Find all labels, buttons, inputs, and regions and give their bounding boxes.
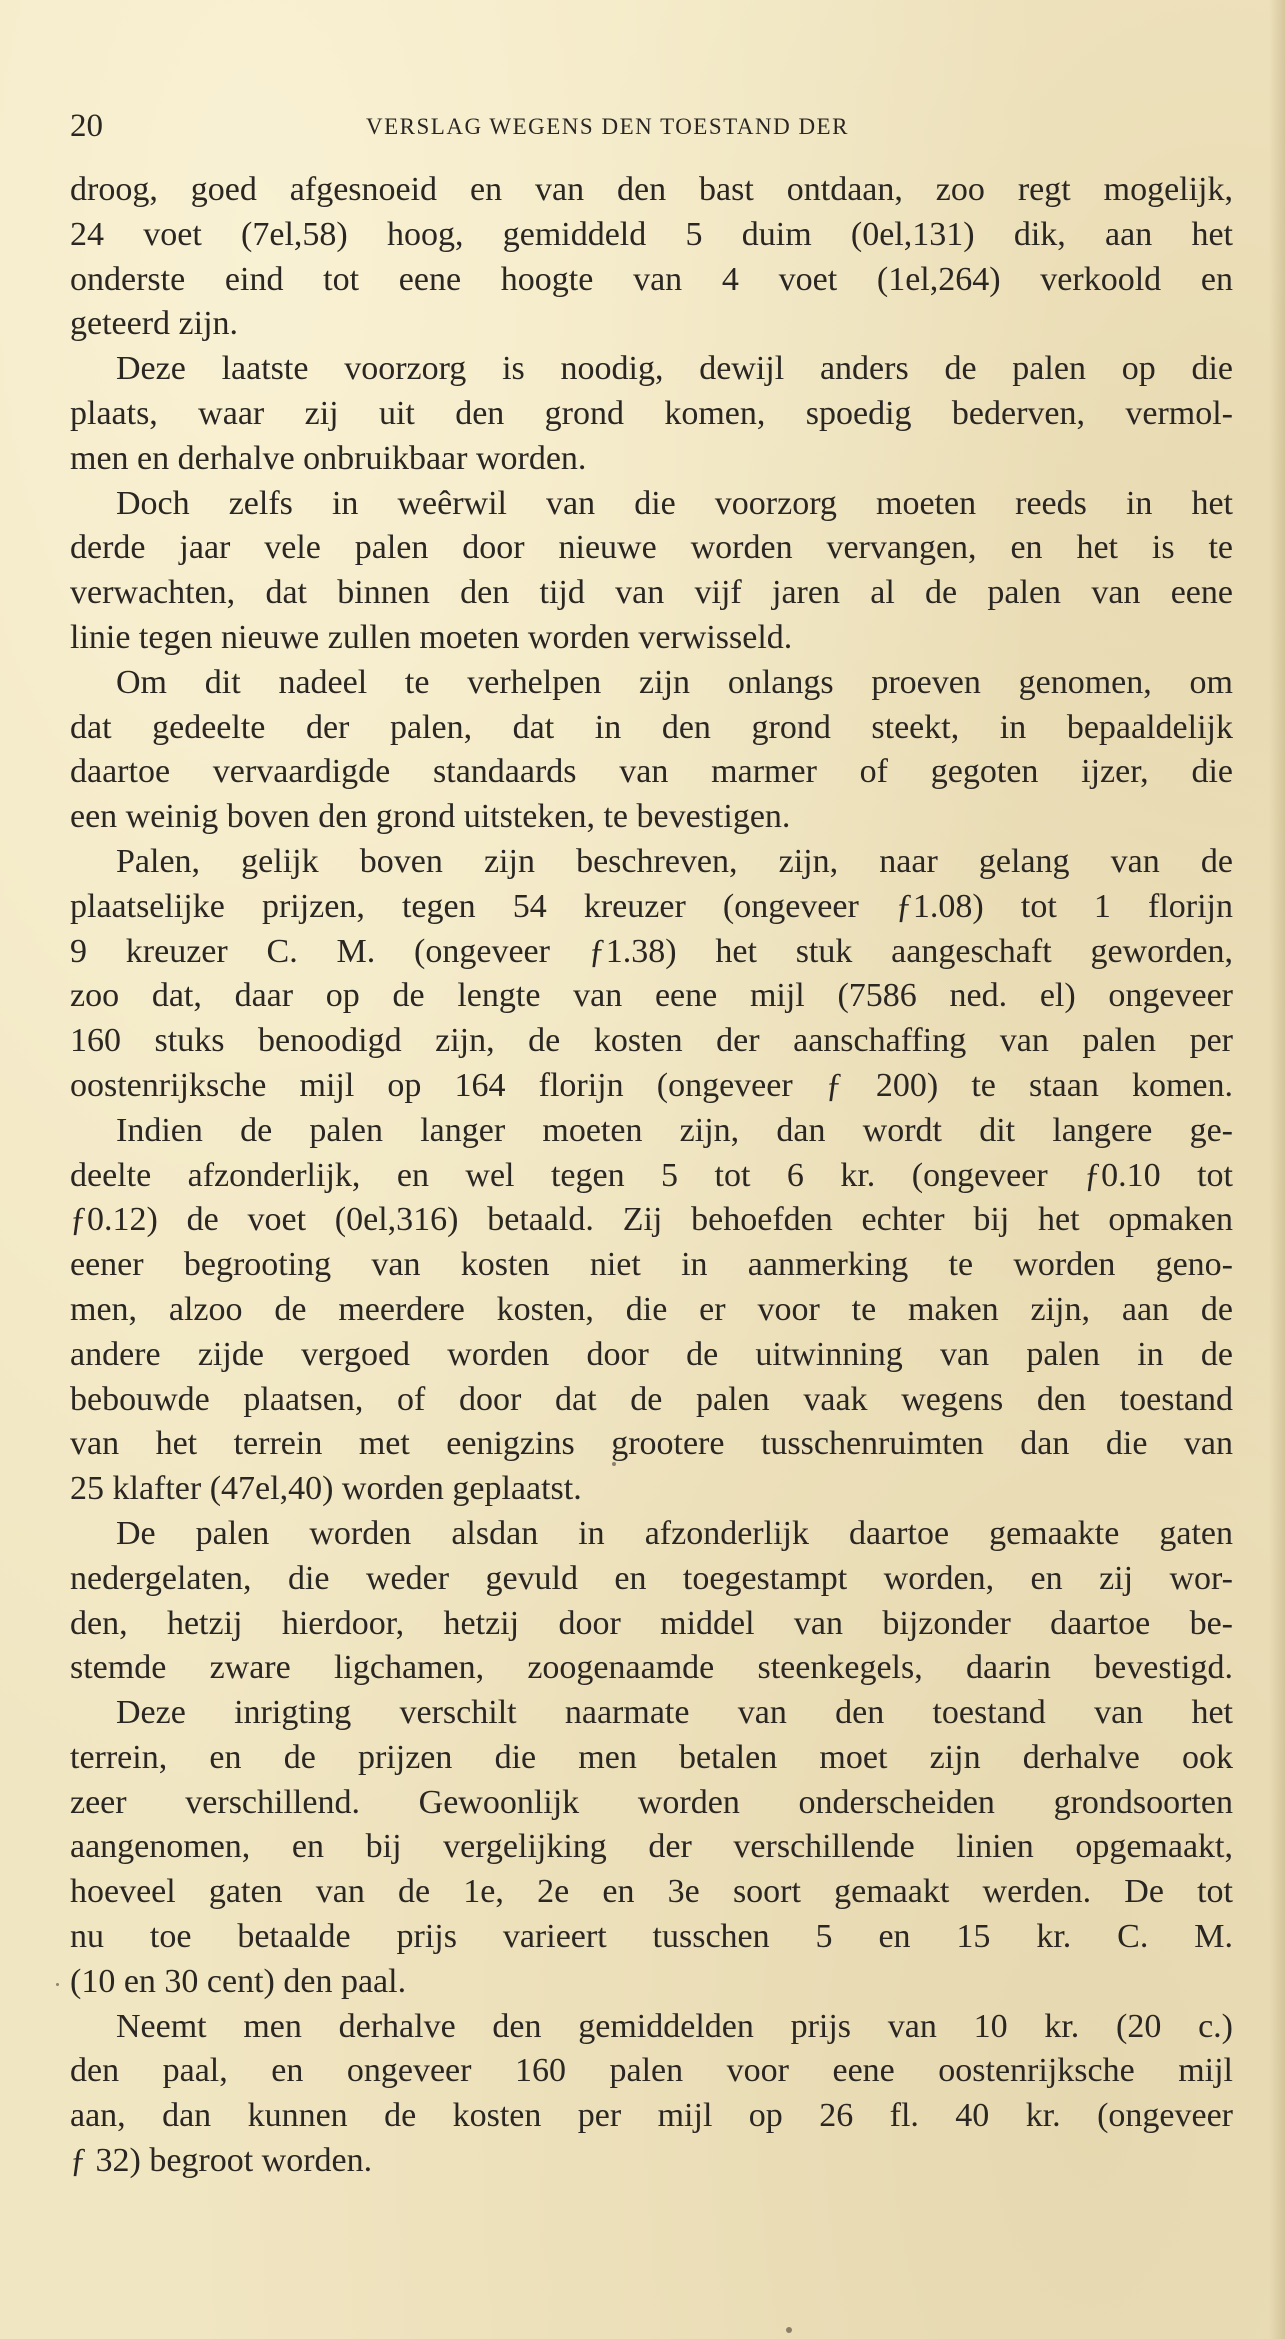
text-line: eener begrooting van kosten niet in aanmerking te worden geno-: [70, 1246, 1233, 1284]
text-line: ƒ 32) begroot worden.: [70, 2142, 373, 2180]
text-line: Doch zelfs in weêrwil van die voorzorg moeten reeds in het: [116, 484, 1233, 522]
text-line: ƒ0.12) de voet (0el,316) betaald. Zij behoefden echter bij het opmaken: [70, 1201, 1233, 1239]
text-line: Om dit nadeel te verhelpen zijn onlangs proeven genomen, om: [116, 663, 1233, 701]
text-line: 24 voet (7el,58) hoog, gemiddeld 5 duim (0el,131) dik, aan het: [70, 215, 1233, 253]
text-line: Deze inrigting verschilt naarmate van den toestand van het: [116, 1694, 1233, 1732]
text-line: (10 en 30 cent) den paal.: [70, 1962, 407, 2000]
text-line: nu toe betaalde prijs varieert tusschen 5 en 15 kr. C. M.: [70, 1918, 1233, 1956]
text-line: zeer verschillend. Gewoonlijk worden onderscheiden grondsoorten: [70, 1783, 1233, 1821]
text-line: aangenomen, en bij vergelijking der verschillende linien opgemaakt,: [70, 1828, 1233, 1866]
paper-speck: [786, 2327, 792, 2333]
page-number: 20: [70, 108, 103, 144]
text-line: Deze laatste voorzorg is noodig, dewijl anders de palen op die: [116, 350, 1233, 388]
text-line: 9 kreuzer C. M. (ongeveer ƒ1.38) het stuk aangeschaft geworden,: [70, 932, 1233, 970]
text-line: nedergelaten, die weder gevuld en toegestampt worden, en zij wor-: [70, 1559, 1233, 1597]
text-line: oostenrijksche mijl op 164 florijn (ongeveer ƒ 200) te staan komen.: [70, 1066, 1233, 1104]
text-line: dat gedeelte der palen, dat in den grond steekt, in bepaaldelijk: [70, 708, 1233, 746]
text-line: terrein, en de prijzen die men betalen moet zijn derhalve ook: [70, 1738, 1233, 1776]
text-line: verwachten, dat binnen den tijd van vijf jaren al de palen van eene: [70, 574, 1233, 612]
page-edge-shadow: [1269, 0, 1285, 2339]
text-line: 160 stuks benoodigd zijn, de kosten der aanschaffing van palen per: [70, 1022, 1233, 1060]
text-line: derde jaar vele palen door nieuwe worden vervangen, en het is te: [70, 529, 1233, 567]
text-line: 25 klafter (47el,40) worden geplaatst.: [70, 1470, 582, 1508]
text-line: deelte afzonderlijk, en wel tegen 5 tot 6 kr. (ongeveer ƒ0.10 tot: [70, 1156, 1233, 1194]
text-line: Palen, gelijk boven zijn beschreven, zijn, naar gelang van de: [116, 842, 1233, 880]
text-line: den paal, en ongeveer 160 palen voor eene oostenrijksche mijl: [70, 2052, 1233, 2090]
body-text: [70, 168, 1233, 2184]
text-line: geteerd zijn.: [70, 305, 239, 343]
text-line: Indien de palen langer moeten zijn, dan wordt dit langere ge-: [116, 1111, 1233, 1149]
text-line: De palen worden alsdan in afzonderlijk daartoe gemaakte gaten: [116, 1514, 1233, 1552]
text-line: zoo dat, daar op de lengte van eene mijl (7586 ned. el) ongeveer: [70, 977, 1233, 1015]
text-line: aan, dan kunnen de kosten per mijl op 26 fl. 40 kr. (ongeveer: [70, 2097, 1233, 2135]
text-line: andere zijde vergoed worden door de uitwinning van palen in de: [70, 1335, 1233, 1373]
text-line: droog, goed afgesnoeid en van den bast ontdaan, zoo regt mogelijk,: [70, 171, 1233, 208]
text-line: plaatselijke prijzen, tegen 54 kreuzer (ongeveer ƒ1.08) tot 1 florijn: [70, 887, 1233, 925]
text-line: men en derhalve onbruikbaar worden.: [70, 439, 587, 477]
text-line: een weinig boven den grond uitsteken, te bevestigen.: [70, 798, 791, 836]
running-title: VERSLAG WEGENS DEN TOESTAND DER: [366, 114, 849, 139]
text-line: bebouwde plaatsen, of door dat de palen vaak wegens den toestand: [70, 1380, 1233, 1418]
paper-speck: [56, 1983, 59, 1986]
text-line: linie tegen nieuwe zullen moeten worden verwisseld.: [70, 618, 793, 656]
text-line: Neemt men derhalve den gemiddelden prijs van 10 kr. (20 c.): [116, 2007, 1233, 2045]
text-line: hoeveel gaten van de 1e, 2e en 3e soort gemaakt werden. De tot: [70, 1873, 1233, 1911]
text-line: den, hetzij hierdoor, hetzij door middel van bijzonder daartoe be-: [70, 1604, 1233, 1642]
text-line: daartoe vervaardigde standaards van marmer of gegoten ijzer, die: [70, 753, 1233, 791]
page-header: [0, 106, 1285, 146]
text-line: men, alzoo de meerdere kosten, die er voor te maken zijn, aan de: [70, 1290, 1233, 1328]
paper-speck: [612, 1462, 616, 1466]
text-line: stemde zware ligchamen, zoogenaamde steenkegels, daarin bevestigd.: [70, 1649, 1233, 1687]
text-line: van het terrein met eenigzins grootere tusschenruimten dan die van: [70, 1425, 1233, 1463]
text-line: onderste eind tot eene hoogte van 4 voet (1el,264) verkoold en: [70, 260, 1233, 298]
text-line: plaats, waar zij uit den grond komen, spoedig bederven, vermol-: [70, 394, 1233, 432]
